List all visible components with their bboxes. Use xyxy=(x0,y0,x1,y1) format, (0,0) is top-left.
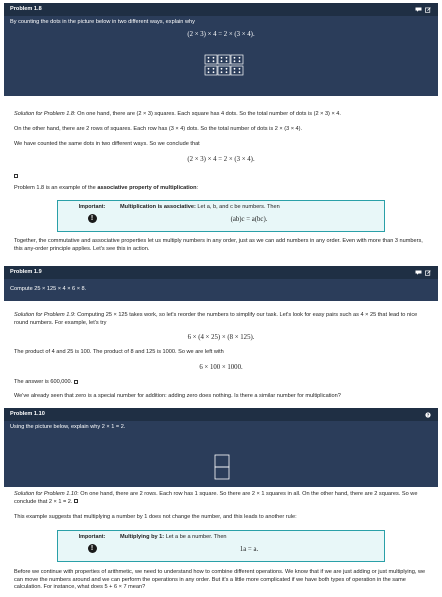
problem-1-9-card xyxy=(4,266,438,301)
problem-icons xyxy=(415,270,432,275)
solution-1-9-equation2: 6 × 100 × 1000. xyxy=(199,364,243,371)
zero-paragraph: We've already seen that zero is a special number for addition: adding zero does nothing. Is there a similar number for multiplication? xyxy=(14,393,341,399)
exclamation-icon: ! xyxy=(88,214,97,223)
solution-1-8-p3: We have counted the same dots in two different ways. So we conclude that xyxy=(14,141,200,147)
solution-text: : On one hand, there are 2 rows. Each row has 1 square. So there are 2 × 1 squares in all. On the other hand, there are 2 squares. So we conclude that 2 × 1 = 2. xyxy=(14,491,418,505)
problem-1-8-body xyxy=(4,16,438,96)
assoc-intro-prefix: Problem 1.8 is an example of the xyxy=(14,185,98,191)
problem-1-10-header xyxy=(4,408,438,421)
dot-grid-figure xyxy=(204,54,244,76)
callout-equation: (ab)c = a(bc). xyxy=(230,215,268,223)
problem-1-10-card xyxy=(4,408,438,487)
callout-left xyxy=(64,534,120,558)
problem-1-8-equation: (2 × 3) × 4 = 2 × (3 × 4). xyxy=(187,30,255,38)
solution-1-8-equation: (2 × 3) × 4 = 2 × (3 × 4). xyxy=(187,156,255,163)
solution-1-10-p2: This example suggests that multiplying a number by 1 does not change the number, and this leads to another rule: xyxy=(14,514,297,520)
edit-icon[interactable] xyxy=(425,270,432,275)
solution-1-8-p2: On the other hand, there are 2 rows of squares. Each row has (3 × 4) dots. So the total number of dots is 2 × (3 × 4). xyxy=(14,126,303,132)
assoc-term: associative property of multiplication xyxy=(97,185,197,191)
problem-1-9-body xyxy=(4,279,438,301)
callout-multiply-by-one xyxy=(57,530,385,562)
closing-paragraph: Before we continue with properties of arithmetic, we need to understand how to combine different operations. We know that if we are just adding or just multiplying, we can move the numbers around and we can perform the operations in any order. But it's a little more complicated if we have both types of operation in the same calculation. For instance, what does 5 + 6 × 7 mean? xyxy=(14,569,426,591)
solution-label: Solution for Problem 1.9 xyxy=(14,312,75,318)
callout-label: Important: xyxy=(78,534,106,540)
callout-label: Important: xyxy=(78,204,106,210)
problem-1-9-header xyxy=(4,266,438,279)
solution-1-9-p1 xyxy=(4,312,438,327)
answer-text: The answer is 600,000. xyxy=(14,379,73,385)
problem-1-10-body xyxy=(4,421,438,487)
callout-associative xyxy=(57,200,385,232)
exclamation-icon: ! xyxy=(88,544,97,553)
callout-equation: 1a = a. xyxy=(239,545,259,553)
callout-title: Multiplying by 1: xyxy=(120,534,165,540)
solution-1-8-p1 xyxy=(4,111,438,119)
callout-right xyxy=(120,534,378,558)
problem-1-9-prompt: Compute 25 × 125 × 4 × 6 × 8. xyxy=(10,286,87,293)
svg-text:?: ? xyxy=(426,412,430,418)
problem-1-10-prompt: Using the picture below, explain why 2 × 1 = 2. xyxy=(10,424,126,430)
help-icon[interactable] xyxy=(425,412,432,417)
solution-1-9-answer xyxy=(4,379,438,387)
assoc-intro xyxy=(4,185,438,193)
solution-text: : On one hand, there are (2 × 3) squares. Each square has 4 dots. So the total number of dots is (2 × 3) × 4. xyxy=(74,111,341,117)
callout-right xyxy=(120,204,378,228)
edit-icon[interactable] xyxy=(425,7,432,12)
problem-1-8-card xyxy=(4,3,438,96)
qed-mark xyxy=(14,173,18,181)
problem-icons xyxy=(425,412,432,417)
callout-text: Let a, b, and c be numbers. Then xyxy=(195,204,280,210)
problem-icons xyxy=(415,7,432,12)
callout-title: Multiplication is associative: xyxy=(120,204,196,210)
solution-text: : Computing 25 × 125 takes work, so let's reorder the numbers to simplify our task. Let's look for easy pairs such as 4 × 25 that lead to nice round numbers. For example, let's try xyxy=(14,312,418,326)
two-squares-figure xyxy=(214,454,230,480)
chat-icon[interactable] xyxy=(415,270,422,275)
qed-mark xyxy=(74,380,78,384)
callout-left xyxy=(64,204,120,228)
solution-1-9-equation1: 6 × (4 × 25) × (8 × 125). xyxy=(187,334,255,341)
callout-statement xyxy=(120,534,378,542)
solution-1-10-p1 xyxy=(4,491,438,506)
solution-1-9-p2: The product of 4 and 25 is 100. The product of 8 and 125 is 1000. So we are left with xyxy=(14,349,224,355)
solution-label: Solution for Problem 1.8 xyxy=(14,111,75,117)
problem-1-8-header xyxy=(4,3,438,16)
chat-icon[interactable] xyxy=(415,7,422,12)
callout-text: Let a be a number. Then xyxy=(164,534,227,540)
problem-title: Problem 1.9 xyxy=(10,268,42,275)
solution-label: Solution for Problem 1.10 xyxy=(14,491,78,497)
qed-mark xyxy=(74,499,78,503)
callout-statement xyxy=(120,204,378,212)
problem-title: Problem 1.8 xyxy=(10,5,42,12)
assoc-intro-suffix: : xyxy=(196,185,199,191)
problem-title: Problem 1.10 xyxy=(10,410,45,417)
together-paragraph: Together, the commutative and associative properties let us multiply numbers in any order, just as we can add numbers in any order. Even with more than 3 numbers, this any-order principle applies. Let's see this in action. xyxy=(14,238,423,252)
problem-1-8-prompt: By counting the dots in the picture below in two different ways, explain why xyxy=(10,19,195,25)
